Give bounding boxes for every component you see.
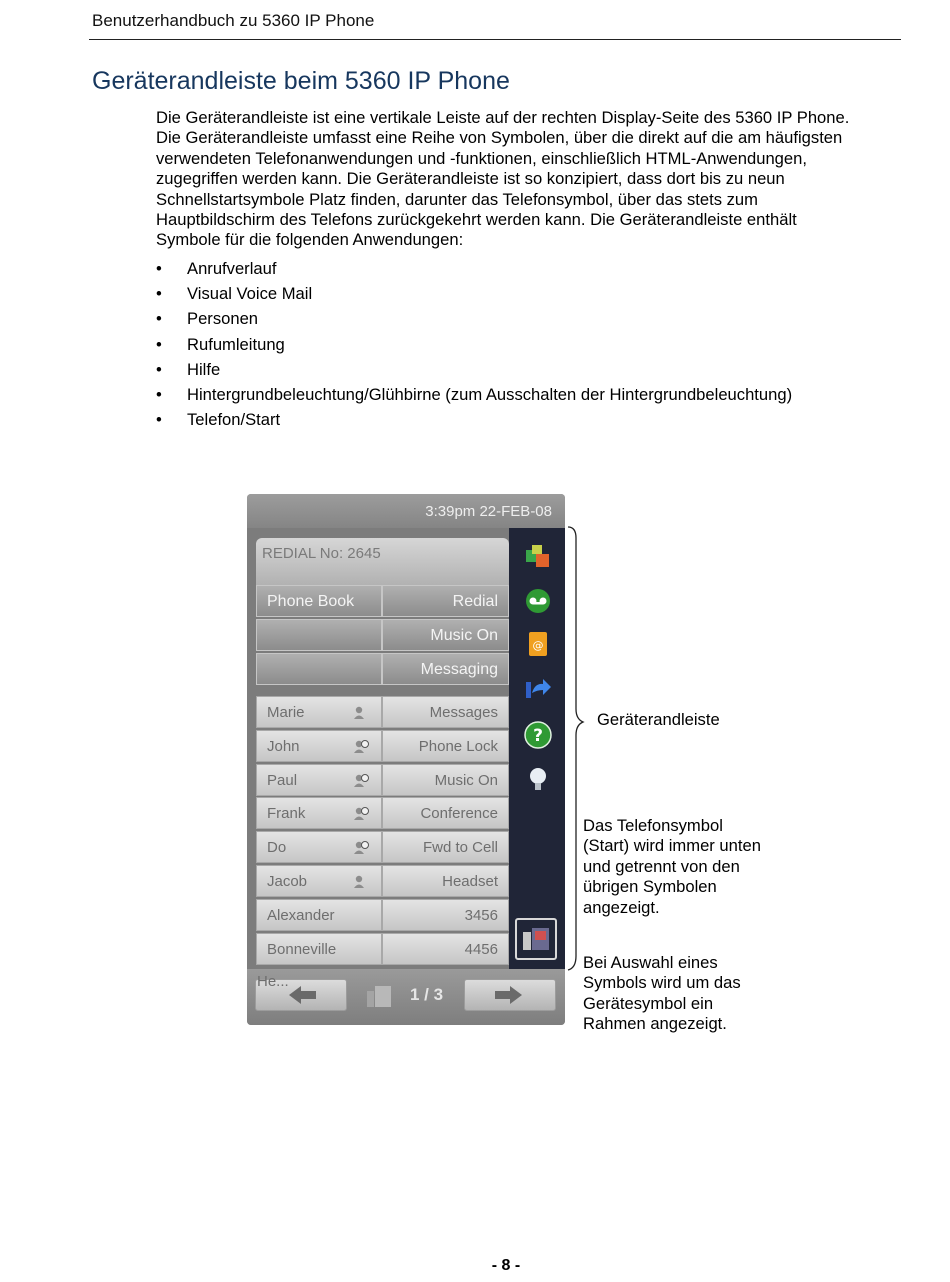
intro-line: zugegriffen werden kann. Die Geräterandleiste ist so konzipiert, dass dort bis zu neun	[156, 169, 785, 189]
presence-busy-icon	[353, 807, 369, 821]
softkey-label: Messaging	[420, 661, 498, 678]
presence-busy-icon	[353, 841, 369, 855]
phone-screen	[247, 494, 565, 1025]
speed-dial-key[interactable]	[256, 865, 382, 897]
list-item-label: Hintergrundbeleuchtung/Glühbirne (zum Ausschalten der Hintergrundbeleuchtung)	[187, 384, 793, 404]
speed-dial-label: John	[267, 738, 300, 755]
callout-line: Das Telefonsymbol	[583, 816, 723, 835]
status-bar	[247, 494, 565, 528]
bullet-dot: •	[156, 334, 162, 354]
list-item-label: Personen	[187, 309, 259, 329]
intro-line: Schnellstartsymbole Platz finden, darunter das Telefonsymbol, über das stets zum	[156, 189, 758, 209]
bullet-dot: •	[156, 384, 162, 404]
callout-line: (Start) wird immer unten	[583, 836, 761, 856]
speed-dial-label: Do	[267, 839, 287, 856]
speed-dial-key[interactable]	[256, 696, 382, 728]
application-list	[156, 259, 792, 435]
list-item	[156, 385, 792, 410]
running-header: Benutzerhandbuch zu 5360 IP Phone	[92, 11, 375, 30]
list-item	[156, 259, 792, 284]
softkey-label: Redial	[452, 593, 498, 610]
presence-away-icon	[353, 774, 369, 788]
speed-dial-label: Jacob	[267, 873, 308, 890]
list-item	[156, 335, 792, 360]
list-item-label: Hilfe	[187, 359, 221, 379]
header-rule	[89, 39, 901, 40]
intro-paragraph	[156, 108, 901, 251]
feature-label: Conference	[420, 805, 498, 822]
bullet-dot: •	[156, 410, 162, 430]
section-title: Geräterandleiste beim 5360 IP Phone	[92, 67, 510, 95]
list-item-label: Telefon/Start	[187, 410, 281, 430]
feature-label: Phone Lock	[418, 738, 498, 755]
presence-available-icon	[353, 875, 369, 889]
call-history-icon[interactable]	[523, 542, 553, 572]
softkey-empty[interactable]	[256, 619, 382, 651]
list-item	[156, 410, 792, 435]
bullet-dot: •	[156, 309, 162, 329]
feature-key[interactable]	[382, 933, 509, 965]
softkey-messaging[interactable]	[382, 653, 509, 685]
callout-line: angezeigt.	[583, 897, 660, 917]
intro-line: Symbole für die folgenden Anwendungen:	[156, 230, 464, 250]
contacts-icon[interactable]	[523, 629, 553, 659]
svg-text:?: ?	[533, 726, 543, 746]
callout-line: Bei Auswahl eines	[583, 953, 718, 972]
speed-dial-key[interactable]	[256, 933, 382, 990]
phone-home-icon[interactable]	[517, 920, 555, 958]
callout-sidebar-label: Geräterandleiste	[597, 710, 720, 729]
speed-dial-key[interactable]	[256, 831, 382, 863]
softkey-music-on[interactable]	[382, 619, 509, 651]
help-icon[interactable]	[523, 720, 553, 750]
feature-key[interactable]	[382, 865, 509, 897]
feature-key[interactable]	[382, 764, 509, 796]
page-number: - 8 -	[491, 1257, 521, 1274]
bullet-dot: •	[156, 259, 162, 278]
softkey-label: Music On	[430, 627, 498, 644]
feature-label: Fwd to Cell	[422, 839, 498, 856]
softkey-label: Phone Book	[267, 593, 355, 610]
feature-label: Music On	[434, 772, 498, 789]
page-indicator: 1 / 3	[410, 985, 444, 1004]
intro-line: Hauptbildschirm des Telefons zurückgekehrt werden kann. Die Geräterandleiste enthält	[156, 210, 797, 230]
list-item-label: Rufumleitung	[187, 334, 285, 354]
status-time: 3:39pm 22-FEB-08	[425, 503, 552, 520]
softkey-phone-book[interactable]	[256, 585, 382, 617]
speed-dial-key[interactable]	[256, 764, 382, 796]
list-item	[156, 360, 792, 385]
callout-line: übrigen Symbolen	[583, 877, 717, 897]
speed-dial-key[interactable]	[256, 899, 382, 931]
speed-dial-label: Bonneville He...	[257, 941, 337, 990]
lightbulb-icon[interactable]	[523, 764, 553, 794]
callout-line: Symbols wird um das	[583, 973, 741, 993]
intro-line: Die Geräterandleiste ist eine vertikale Leiste auf der rechten Display-Seite des 5360 IP Phone.	[156, 108, 850, 127]
softkey-redial[interactable]	[382, 585, 509, 617]
intro-line: Die Geräterandleiste umfasst eine Reihe von Symbolen, über die direkt auf die am häufigsten	[156, 128, 843, 148]
speed-dial-label: Marie	[267, 704, 305, 721]
feature-label: 3456	[464, 907, 498, 924]
list-item	[156, 309, 792, 334]
callout-line: und getrennt von den	[583, 856, 740, 876]
svg-text:@: @	[532, 639, 544, 652]
speed-dial-key[interactable]	[256, 797, 382, 829]
arrow-right-icon	[465, 980, 555, 1010]
feature-label: Headset	[442, 873, 498, 890]
list-item-label: Anrufverlauf	[187, 259, 277, 278]
softkey-empty[interactable]	[256, 653, 382, 685]
device-sidebar	[509, 528, 565, 969]
list-item	[156, 284, 792, 309]
feature-key[interactable]	[382, 696, 509, 728]
selection-frame	[515, 918, 557, 960]
speed-dial-label: Frank	[267, 805, 306, 822]
visual-voicemail-icon[interactable]	[523, 586, 553, 616]
speed-dial-key[interactable]	[256, 730, 382, 762]
call-forward-icon[interactable]	[523, 675, 553, 705]
redial-box	[256, 538, 509, 587]
feature-key[interactable]	[382, 899, 509, 931]
callout-frame-note	[583, 953, 741, 1035]
feature-key[interactable]	[382, 797, 509, 829]
feature-key[interactable]	[382, 831, 509, 863]
presence-away-icon	[353, 740, 369, 754]
intro-line: verwendeten Telefonanwendungen und -funktionen, einschließlich HTML-Anwendungen,	[156, 148, 807, 168]
next-page-button[interactable]	[464, 979, 556, 1011]
phone-status-icon	[365, 981, 395, 1011]
speed-dial-label: Paul	[267, 772, 298, 789]
feature-label: 4456	[464, 941, 498, 958]
feature-key[interactable]	[382, 730, 509, 762]
redial-label: REDIAL No: 2645	[262, 545, 381, 562]
bullet-dot: •	[156, 284, 162, 304]
speed-dial-label: Alexander	[267, 907, 335, 924]
callout-line: Rahmen angezeigt.	[583, 1014, 727, 1034]
callout-phone-icon-note	[583, 816, 761, 918]
feature-label: Messages	[429, 704, 498, 721]
callout-line: Gerätesymbol ein	[583, 993, 714, 1013]
list-item-label: Visual Voice Mail	[187, 284, 313, 304]
bullet-dot: •	[156, 359, 162, 379]
presence-available-icon	[353, 706, 369, 720]
